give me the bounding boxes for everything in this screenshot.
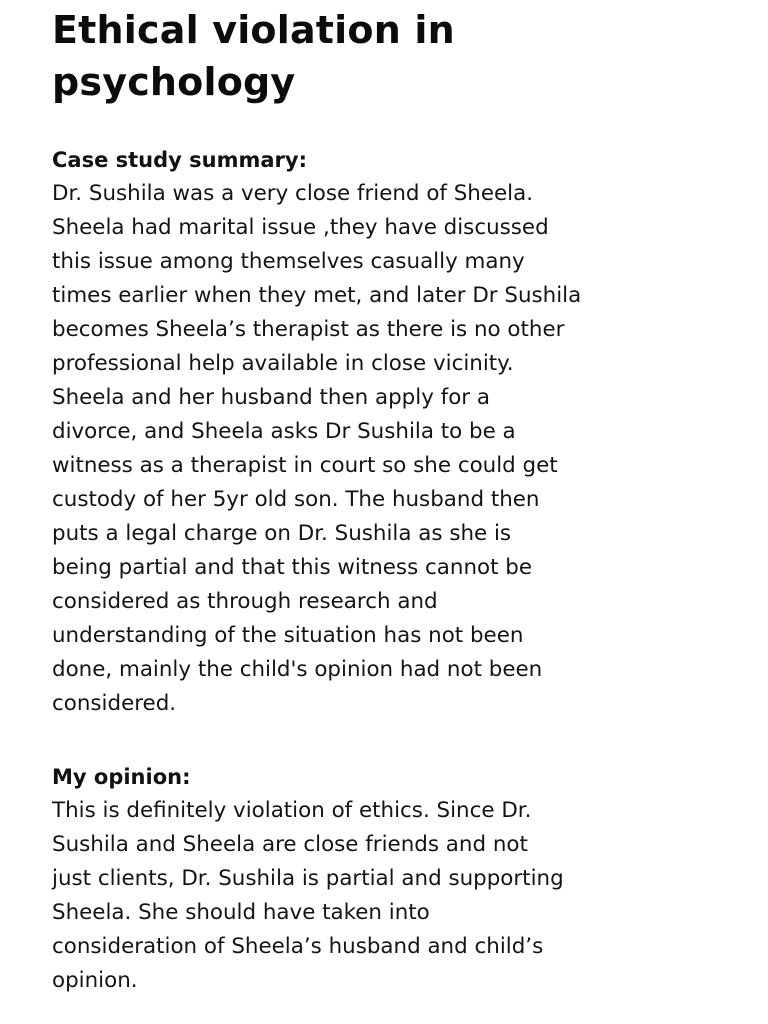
opinion-line: consideration of Sheela’s husband and child’s: [52, 934, 544, 959]
summary-line: puts a legal charge on Dr. Sushila as she is: [52, 521, 512, 546]
opinion-line: just clients, Dr. Sushila is partial and supporting: [52, 866, 564, 891]
opinion-line: Sushila and Sheela are close friends and not: [52, 832, 528, 857]
summary-line: witness as a therapist in court so she could get: [52, 453, 558, 478]
my-opinion-section: [52, 760, 564, 998]
opinion-line: This is definitely violation of ethics. Since Dr.: [52, 798, 532, 823]
document-page: [52, 0, 742, 993]
summary-line: Dr. Sushila was a very close friend of Sheela.: [52, 181, 534, 206]
summary-line: considered as through research and: [52, 589, 438, 614]
opinion-line: opinion.: [52, 968, 138, 993]
summary-line: times earlier when they met, and later Dr Sushila: [52, 283, 582, 308]
summary-line: divorce, and Sheela asks Dr Sushila to be a: [52, 419, 516, 444]
summary-line: considered.: [52, 691, 177, 716]
summary-line: professional help available in close vicinity.: [52, 351, 514, 376]
title-line: Ethical violation in: [52, 8, 455, 52]
summary-line: being partial and that this witness cannot be: [52, 555, 533, 580]
summary-line: understanding of the situation has not been: [52, 623, 524, 648]
my-opinion-body: [52, 794, 564, 998]
case-study-summary-body: [52, 177, 581, 721]
summary-line: becomes Sheela’s therapist as there is no other: [52, 317, 565, 342]
summary-line: this issue among themselves casually many: [52, 249, 525, 274]
my-opinion-heading: My opinion:: [52, 765, 191, 789]
page-title: [52, 4, 742, 108]
case-study-summary-heading: Case study summary:: [52, 148, 307, 172]
opinion-line: Sheela. She should have taken into: [52, 900, 430, 925]
summary-line: done, mainly the child's opinion had not been: [52, 657, 543, 682]
summary-line: Sheela and her husband then apply for a: [52, 385, 490, 410]
summary-line: Sheela had marital issue ,they have discussed: [52, 215, 549, 240]
case-study-summary-section: [52, 143, 581, 721]
summary-line: custody of her 5yr old son. The husband then: [52, 487, 540, 512]
title-line: psychology: [52, 60, 296, 104]
